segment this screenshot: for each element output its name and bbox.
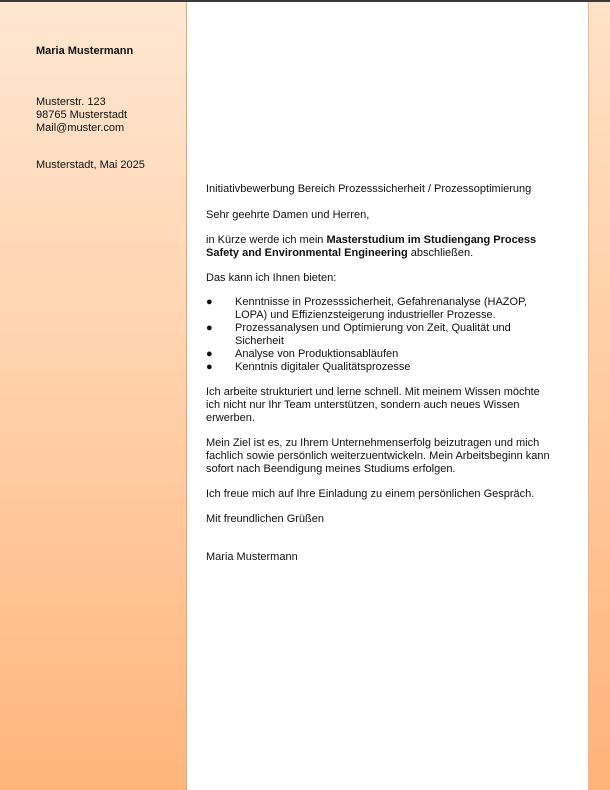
closing: Mit freundlichen Grüßen [206,513,324,525]
sender-city: 98765 Musterstadt [36,109,128,121]
list-item [206,361,551,374]
list-item-text: Kenntnisse in Prozesssicherheit, Gefahrenanalyse (HAZOP, LOPA) und Effizienzsteigerung industrieller Prozesse. [235,296,528,321]
salutation: Sehr geehrte Damen und Herren, [206,209,370,221]
list-item-text: Kenntnis digitaler Qualitätsprozesse [235,361,411,373]
sender-address [36,96,127,135]
paragraph-work-style: Ich arbeite strukturiert und lerne schnell. Mit meinem Wissen möchte ich nicht nur Ihr Team unterstützen, sondern auch neues Wissen erwerben. [206,386,540,424]
list-item [206,348,551,361]
letter-subject: Initiativbewerbung Bereich Prozesssicherheit / Prozessoptimierung [206,183,532,195]
list-item-text: Analyse von Produktionsabläufen [235,348,399,360]
sidebar [0,2,187,790]
list-item [206,296,551,322]
bullet-icon: ● [206,361,213,373]
intro-paragraph [206,234,551,260]
skills-list [206,296,551,374]
bullet-icon: ● [206,296,213,308]
letter-body [206,183,551,564]
sender-email[interactable]: Mail@muster.com [36,122,125,134]
signature-name: Maria Mustermann [206,551,298,563]
paragraph-goal: Mein Ziel ist es, zu Ihrem Unternehmenserfolg beizutragen und mich fachlich sowie persönlich weiterzuentwickeln. Mein Arbeitsbeginn kann sofort nach Beendigung meines Studiums erfolgen. [206,437,550,475]
bullet-icon: ● [206,322,213,334]
paragraph-invitation: Ich freue mich auf Ihre Einladung zu einem persönlichen Gespräch. [206,488,535,500]
list-item [206,322,551,348]
list-item-text: Prozessanalysen und Optimierung von Zeit, Qualität und Sicherheit [235,322,511,347]
place-date: Musterstadt, Mai 2025 [36,159,145,171]
intro-suffix: abschließen. [407,247,474,259]
sender-street: Musterstr. 123 [36,96,106,108]
bullet-icon: ● [206,348,213,360]
sender-name: Maria Mustermann [36,45,134,57]
intro-bold: Masterstudium im Studiengang Process Safety and Environmental Engineering [206,234,537,259]
intro-prefix: in Kürze werde ich mein [206,234,327,246]
offer-lead: Das kann ich Ihnen bieten: [206,272,337,284]
right-decorative-strip [588,2,610,790]
